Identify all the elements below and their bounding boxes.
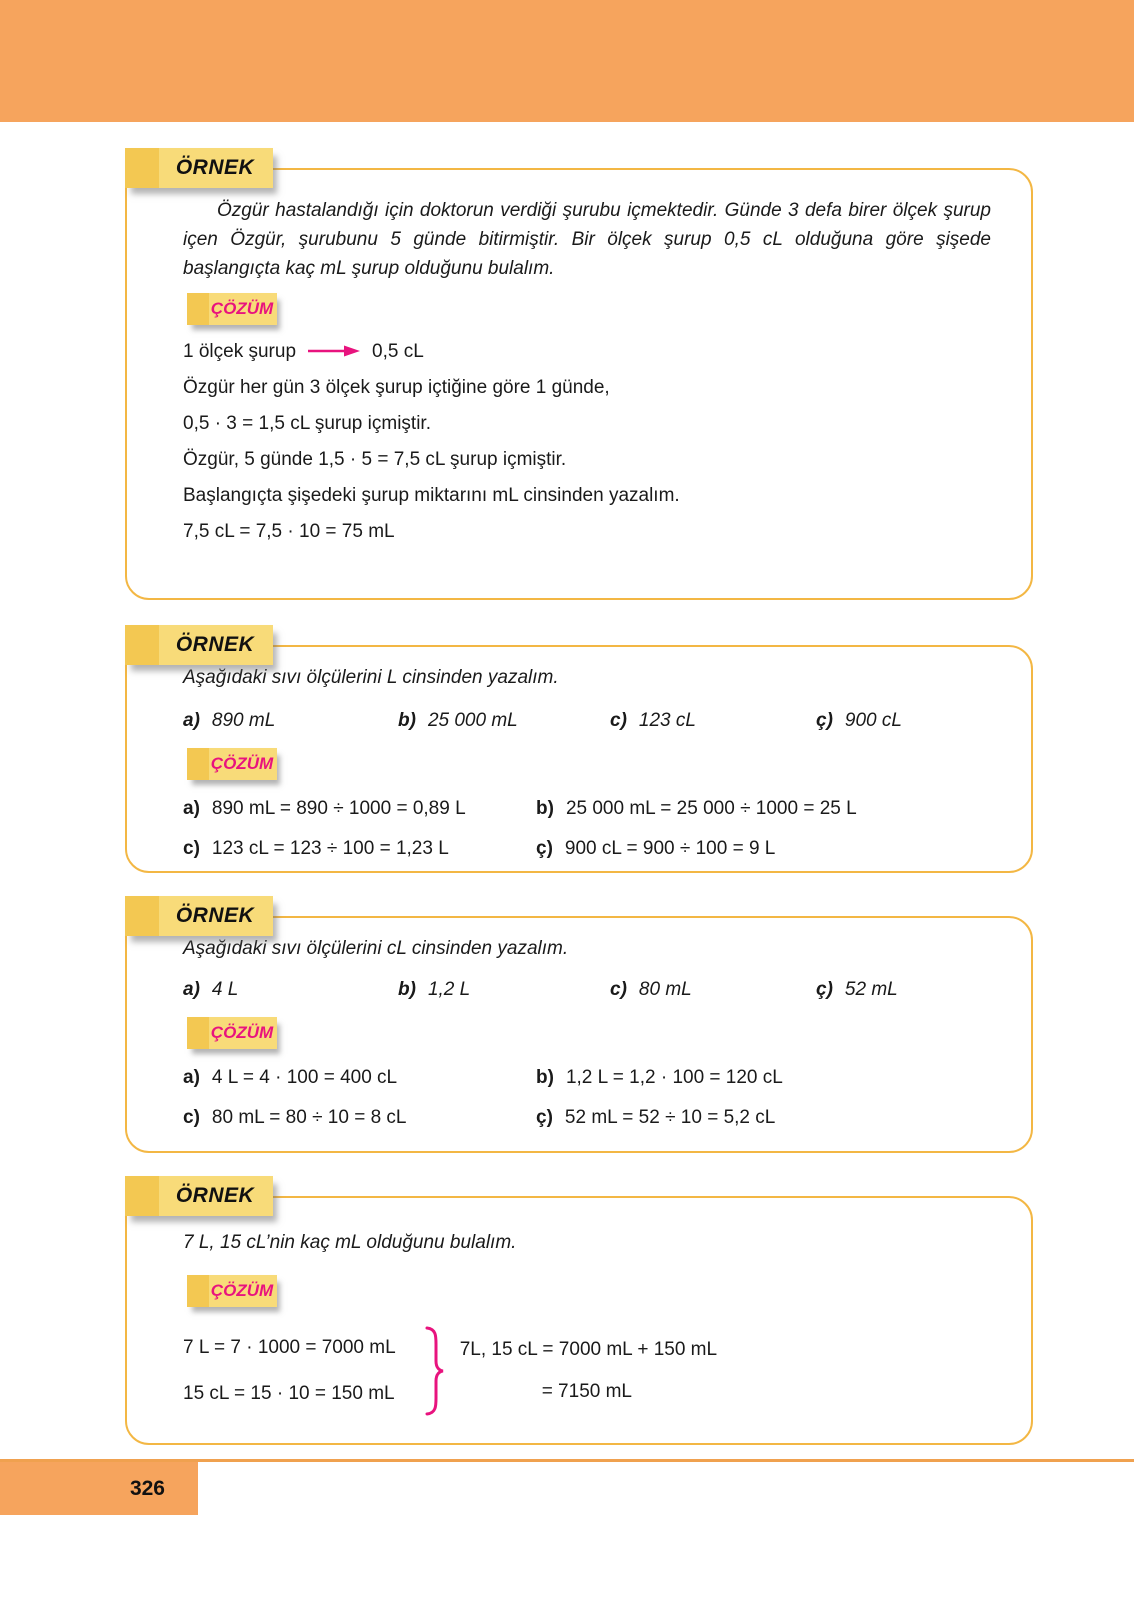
cozum-label: ÇÖZÜM — [210, 754, 274, 773]
ornek-tab — [125, 148, 273, 188]
arrow-right-icon — [306, 343, 362, 359]
option-item: a) 4 L — [183, 979, 239, 1000]
solution-line: c) 80 mL = 80 ÷ 10 = 8 cL — [183, 1107, 407, 1128]
option-item: b) 25 000 mL — [398, 710, 518, 731]
solution-line — [183, 341, 991, 363]
cozum-tab — [187, 1017, 277, 1049]
solution-line: c) 123 cL = 123 ÷ 100 = 1,23 L — [183, 838, 449, 859]
solution-grid — [183, 798, 991, 860]
example-box-4 — [125, 1184, 1033, 1445]
cozum-tab — [187, 293, 277, 325]
example-box-2 — [125, 633, 1033, 873]
solution-line: 0,5 · 3 = 1,5 cL şurup içmiştir. — [183, 413, 431, 434]
cozum-label: ÇÖZÜM — [210, 299, 274, 318]
solution-line: Başlangıçta şişedeki şurup miktarını mL cinsinden yazalım. — [183, 485, 680, 506]
option-item: a) 890 mL — [183, 710, 276, 731]
ornek-label: ÖRNEK — [175, 1184, 255, 1207]
brace-icon — [424, 1325, 446, 1417]
problem-text: Özgür hastalandığı için doktorun verdiği şurubu içmektedir. Günde 3 defa birer ölçek şurup içen Özgür, şurubunu 5 günde bitirmiştir. Bir ölçek şurup 0,5 cL olduğuna göre şişede başlangıçta kaç mL şurup olduğunu bulalım. — [183, 200, 991, 279]
map-left-text: 1 ölçek şurup — [183, 341, 297, 362]
calc-line: 7 L = 7 · 1000 = 7000 mL — [183, 1337, 396, 1358]
solution-grid — [183, 1067, 991, 1129]
solution-line: a) 4 L = 4 · 100 = 400 cL — [183, 1067, 398, 1088]
solution-line: ç) 52 mL = 52 ÷ 10 = 5,2 cL — [536, 1107, 776, 1128]
ornek-tab — [125, 625, 273, 665]
ornek-tab — [125, 896, 273, 936]
ornek-tab — [125, 1176, 273, 1216]
option-row — [183, 710, 991, 732]
solution-line: Özgür, 5 günde 1,5 · 5 = 7,5 cL şurup içmiştir. — [183, 449, 567, 470]
header-band — [0, 0, 1134, 122]
calc-right-column — [460, 1339, 717, 1403]
calc-line: 15 cL = 15 · 10 = 150 mL — [183, 1383, 395, 1404]
cozum-label: ÇÖZÜM — [210, 1023, 274, 1042]
calc-row — [183, 1325, 991, 1417]
option-item: b) 1,2 L — [398, 979, 471, 1000]
calc-result-line: = 7150 mL — [541, 1381, 633, 1402]
option-item: c) 123 cL — [610, 710, 696, 731]
problem-text: Aşağıdaki sıvı ölçülerini L cinsinden yazalım. — [183, 667, 559, 688]
solution-line: 7,5 cL = 7,5 · 10 = 75 mL — [183, 521, 395, 542]
calc-result-line: 7L, 15 cL = 7000 mL + 150 mL — [459, 1339, 718, 1360]
calc-left-column — [183, 1337, 396, 1405]
solution-line: a) 890 mL = 890 ÷ 1000 = 0,89 L — [183, 798, 466, 819]
option-row — [183, 979, 991, 1001]
option-item: ç) 900 cL — [816, 710, 902, 731]
page-number: 326 — [129, 1477, 165, 1500]
option-item: c) 80 mL — [610, 979, 692, 1000]
solution-line: b) 1,2 L = 1,2 · 100 = 120 cL — [536, 1067, 783, 1088]
example-box-1 — [125, 156, 1033, 600]
option-item: ç) 52 mL — [816, 979, 898, 1000]
problem-text: Aşağıdaki sıvı ölçülerini cL cinsinden yazalım. — [183, 938, 569, 959]
solution-line: b) 25 000 mL = 25 000 ÷ 1000 = 25 L — [536, 798, 857, 819]
page-number-tab — [0, 1462, 198, 1515]
cozum-tab — [187, 1275, 277, 1307]
cozum-label: ÇÖZÜM — [210, 1281, 274, 1300]
solution-line: ç) 900 cL = 900 ÷ 100 = 9 L — [536, 838, 776, 859]
ornek-label: ÖRNEK — [175, 633, 255, 656]
cozum-tab — [187, 748, 277, 780]
example-box-3 — [125, 904, 1033, 1153]
ornek-label: ÖRNEK — [175, 156, 255, 179]
ornek-label: ÖRNEK — [175, 904, 255, 927]
problem-text: 7 L, 15 cL’nin kaç mL olduğunu bulalım. — [183, 1232, 517, 1253]
solution-line: Özgür her gün 3 ölçek şurup içtiğine göre 1 günde, — [183, 377, 610, 398]
map-right-text: 0,5 cL — [372, 341, 424, 362]
